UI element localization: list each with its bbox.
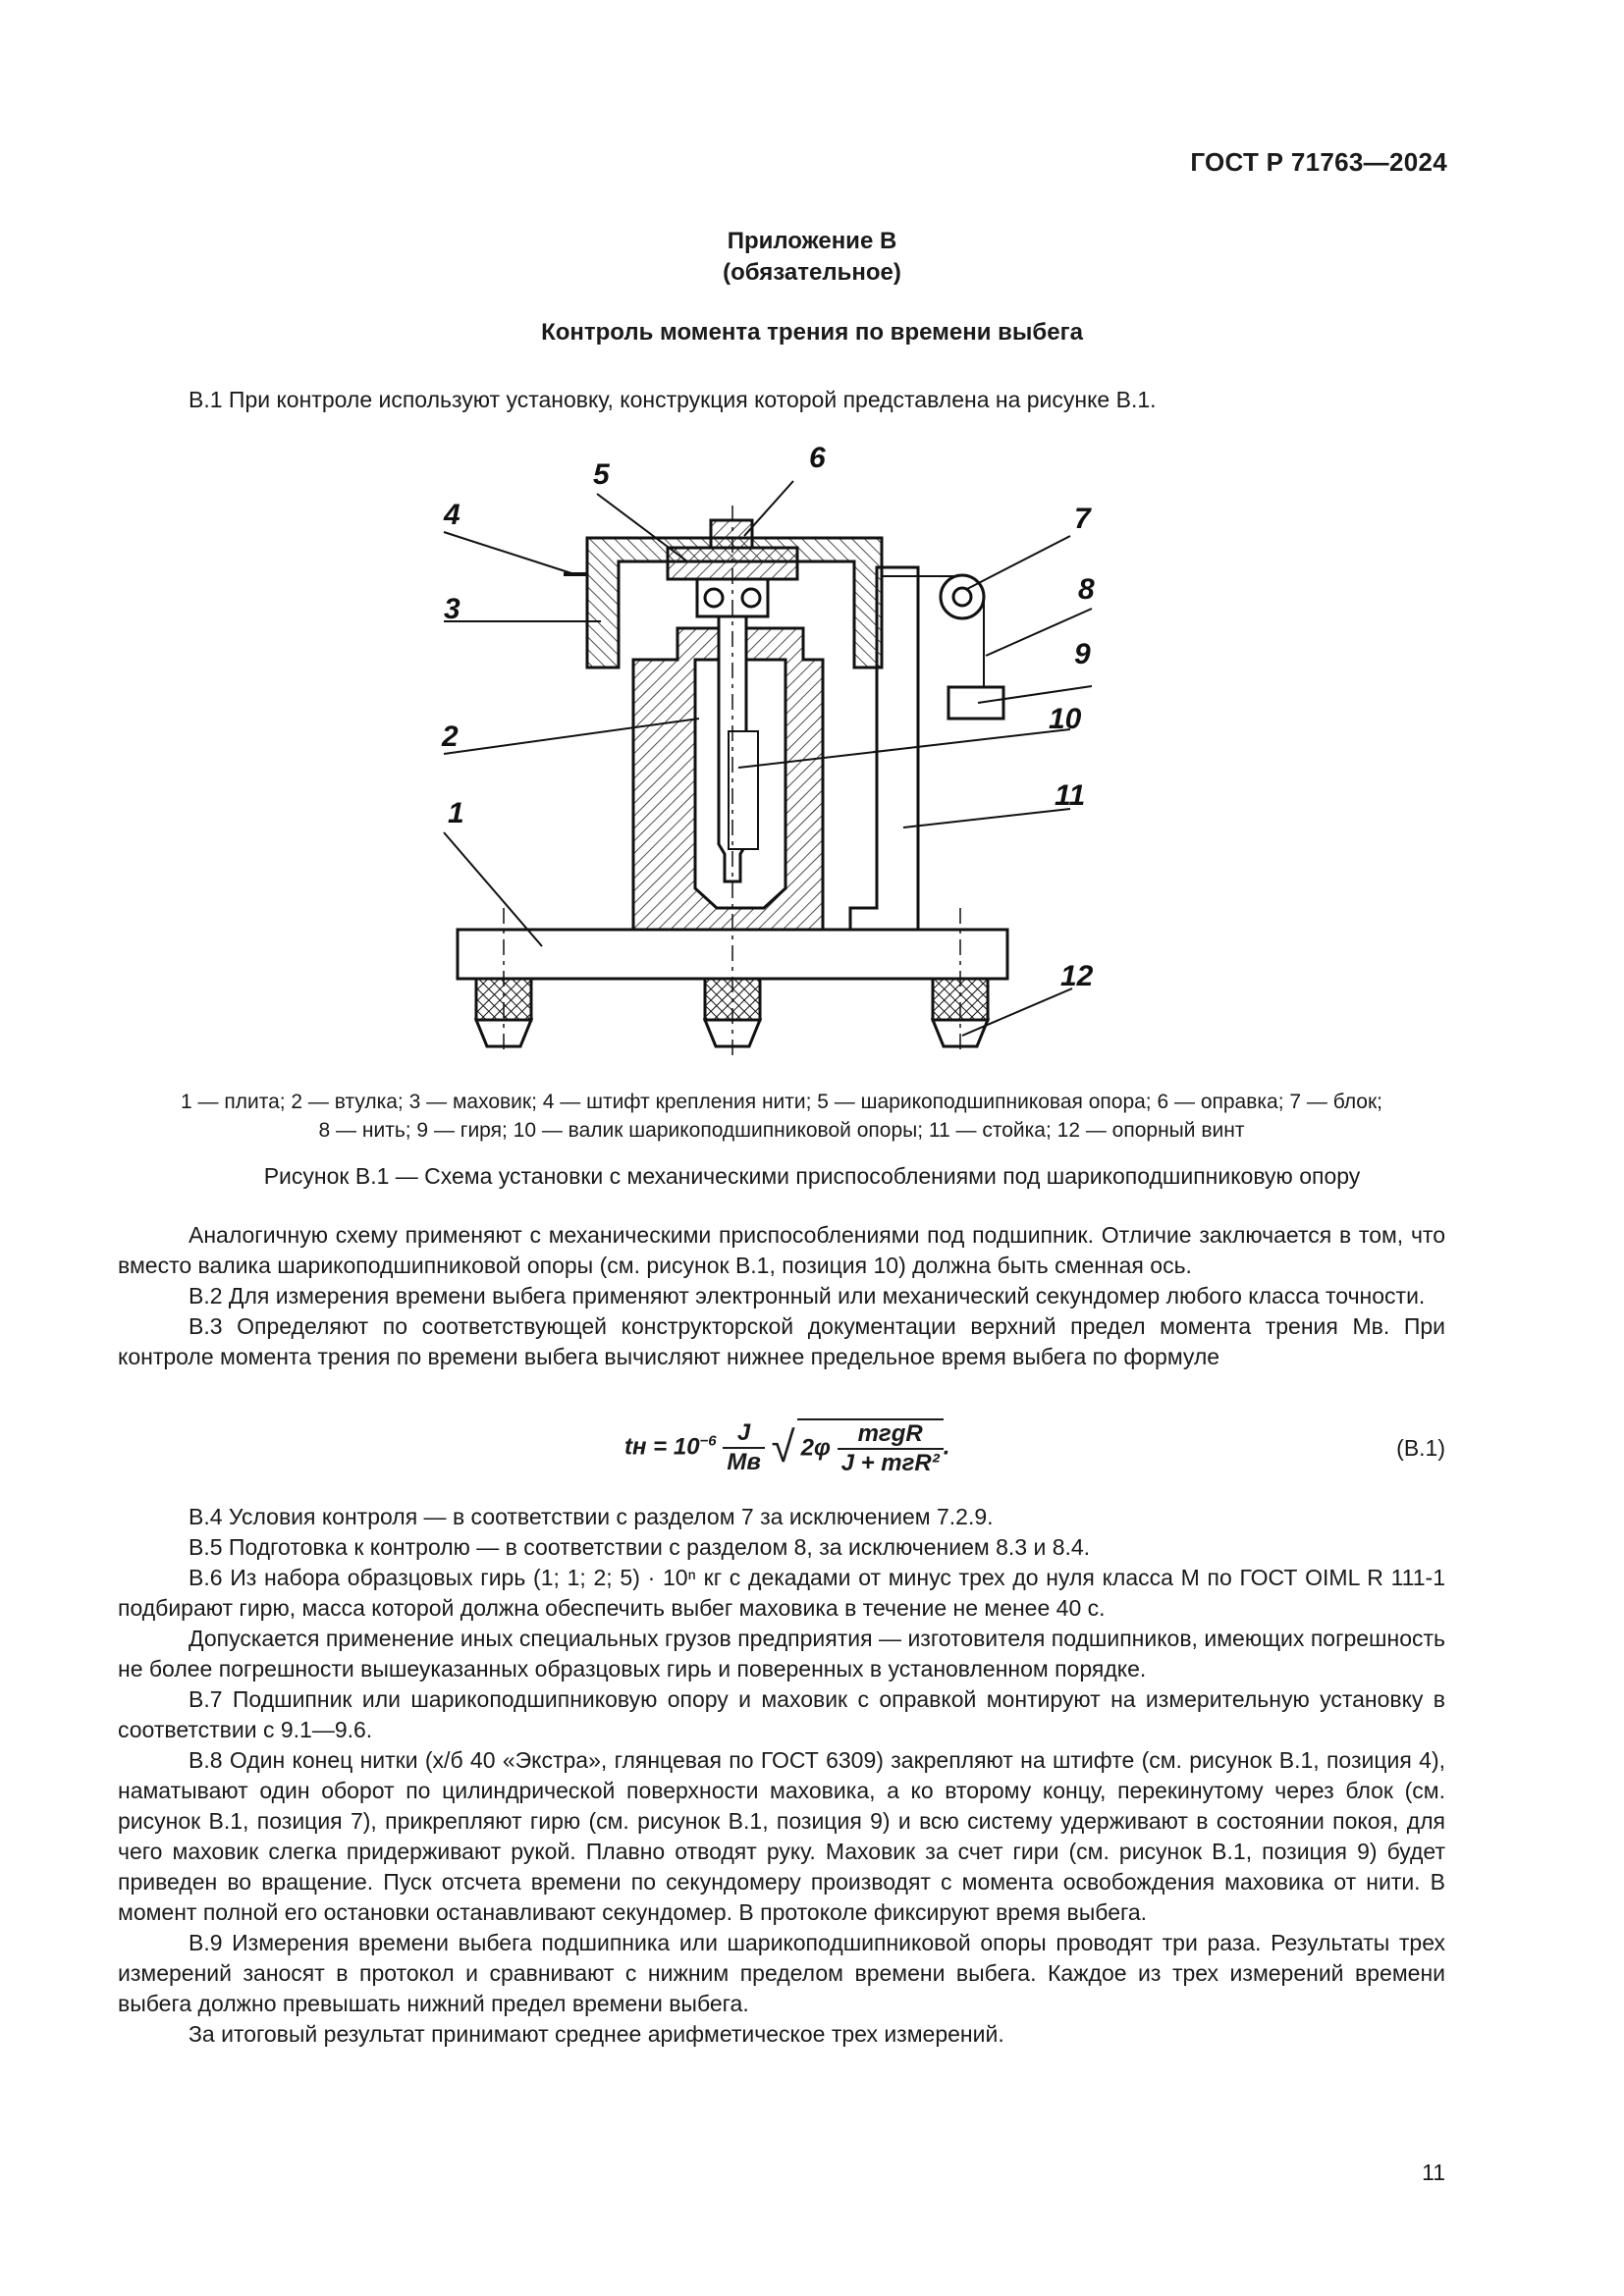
formula-lhs: tн = 10	[624, 1433, 700, 1461]
radical-sign: √	[771, 1423, 795, 1471]
figure-legend	[118, 1088, 1445, 1145]
weight	[948, 687, 1003, 719]
callout-11: 11	[1055, 779, 1086, 812]
intro-paragraph: В.1 При контроле используют установку, конструкция которой представлена на рисунке В.1.	[189, 387, 1157, 412]
callout-3: 3	[444, 593, 460, 625]
formula-b1	[624, 1418, 949, 1477]
paragraph-final-result: За итоговый результат принимают среднее арифметическое трех измерений.	[189, 2021, 1004, 2047]
formula-number: (В.1)	[1396, 1435, 1445, 1461]
annex-status: (обязательное)	[723, 259, 901, 286]
callout-5: 5	[593, 458, 610, 491]
paragraph-analog-scheme: Аналогичную схему применяют с механическими приспособлениями под подшипник. Отличие заключается в том, что вместо валика шарикоподшипниковой опоры (см. рисунок В.1, позиция 10) должна быть сменная ось.	[118, 1222, 1445, 1278]
formula-inner-fraction	[838, 1420, 944, 1477]
page-number: 11	[1422, 2160, 1445, 2185]
callout-2: 2	[442, 721, 459, 753]
callout-8: 8	[1078, 573, 1095, 606]
paragraph-b9: В.9 Измерения времени выбега подшипника или шарикоподшипниковой опоры проводят три раза. Результаты трех измерений заносят в протокол и сравнивают с нижним пределом времени выбега. Каждое из трех измерений времени выбега должно превышать нижний предел времени выбега.	[118, 1930, 1445, 2016]
formula-fraction	[723, 1419, 765, 1476]
formula-numerator: J	[723, 1419, 765, 1449]
text-block-2	[118, 1502, 1445, 2050]
formula-inner-numerator: mгgR	[838, 1420, 944, 1450]
formula-root	[797, 1418, 944, 1477]
formula-denominator: Mв	[727, 1449, 761, 1475]
text-block-1	[118, 1220, 1445, 1372]
callout-6: 6	[809, 442, 826, 474]
callout-10: 10	[1049, 703, 1082, 735]
annex-title: Приложение В	[727, 228, 897, 254]
document-code: ГОСТ Р 71763—2024	[1190, 147, 1447, 177]
formula-inner-denominator: J + mгR²	[840, 1450, 940, 1476]
paragraph-b2: В.2 Для измерения времени выбега применяют электронный или механический секундомер любого класса точности.	[189, 1283, 1426, 1308]
formula-exponent: −6	[699, 1432, 717, 1450]
callout-1: 1	[448, 797, 464, 829]
callout-4: 4	[444, 499, 460, 531]
legend-line-1: 1 — плита; 2 — втулка; 3 — маховик; 4 — штифт крепления нити; 5 — шарикоподшипниковая опора; 6 — оправка; 7 — блок;	[180, 1091, 1383, 1113]
formula-period: .	[943, 1433, 950, 1461]
callout-9: 9	[1074, 638, 1091, 670]
figure-b1-diagram	[0, 0, 1624, 1080]
paragraph-b3: В.3 Определяют по соответствующей конструкторской документации верхний предел момента трения Mв. При контроле момента трения по времени выбега вычисляют нижнее предельное время выбега по формуле	[118, 1313, 1445, 1369]
callout-12: 12	[1060, 960, 1094, 992]
paragraph-b5: В.5 Подготовка к контролю — в соответствии с разделом 8, за исключением 8.3 и 8.4.	[189, 1534, 1091, 1560]
callout-7: 7	[1074, 503, 1091, 535]
legend-line-2: 8 — нить; 9 — гиря; 10 — валик шарикоподшипниковой опоры; 11 — стойка; 12 — опорный винт	[318, 1119, 1245, 1142]
paragraph-b8: В.8 Один конец нитки (х/б 40 «Экстра», глянцевая по ГОСТ 6309) закрепляют на штифте (см. рисунок В.1, позиция 4), наматывают один оборот по цилиндрической поверхности маховика, а ко второму концу, перекинутому через блок (см. рисунок В.1, позиция 7), прикрепляют гирю (см. рисунок В.1, позиция 9) и всю систему удерживают в состоянии покоя, для чего маховик слегка придерживают рукой. Плавно отводят руку. Маховик за счет гири (см. рисунок В.1, позиция 9) будет приведен во вращение. Пуск отсчета времени по секундомеру производят с момента освобождения маховика от нити. В момент полной его остановки останавливают секундомер. В протоколе фиксируют время выбега.	[118, 1747, 1445, 1925]
formula-inner-prefix: 2φ	[800, 1434, 831, 1462]
paragraph-b4: В.4 Условия контроля — в соответствии с разделом 7 за исключением 7.2.9.	[189, 1504, 994, 1529]
section-title: Контроль момента трения по времени выбега	[541, 319, 1083, 346]
figure-caption: Рисунок В.1 — Схема установки с механическими приспособлениями под шарикоподшипниковую опору	[263, 1163, 1361, 1189]
paragraph-b6: В.6 Из набора образцовых гирь (1; 1; 2; 5) · 10ⁿ кг с декадами от минус трех до нуля класса М по ГОСТ OIML R 111-1 подбирают гирю, масса которой должна обеспечить выбег маховика в течение не менее 40 с.	[118, 1565, 1445, 1621]
paragraph-special-loads: Допускается применение иных специальных грузов предприятия — изготовителя подшипников, имеющих погрешность не более погрешности вышеуказанных образцовых гирь и поверенных в установленном порядке.	[118, 1626, 1445, 1682]
paragraph-b7: В.7 Подшипник или шарикоподшипниковую опору и маховик с оправкой монтируют на измерительную установку в соответствии с 9.1—9.6.	[118, 1686, 1445, 1742]
